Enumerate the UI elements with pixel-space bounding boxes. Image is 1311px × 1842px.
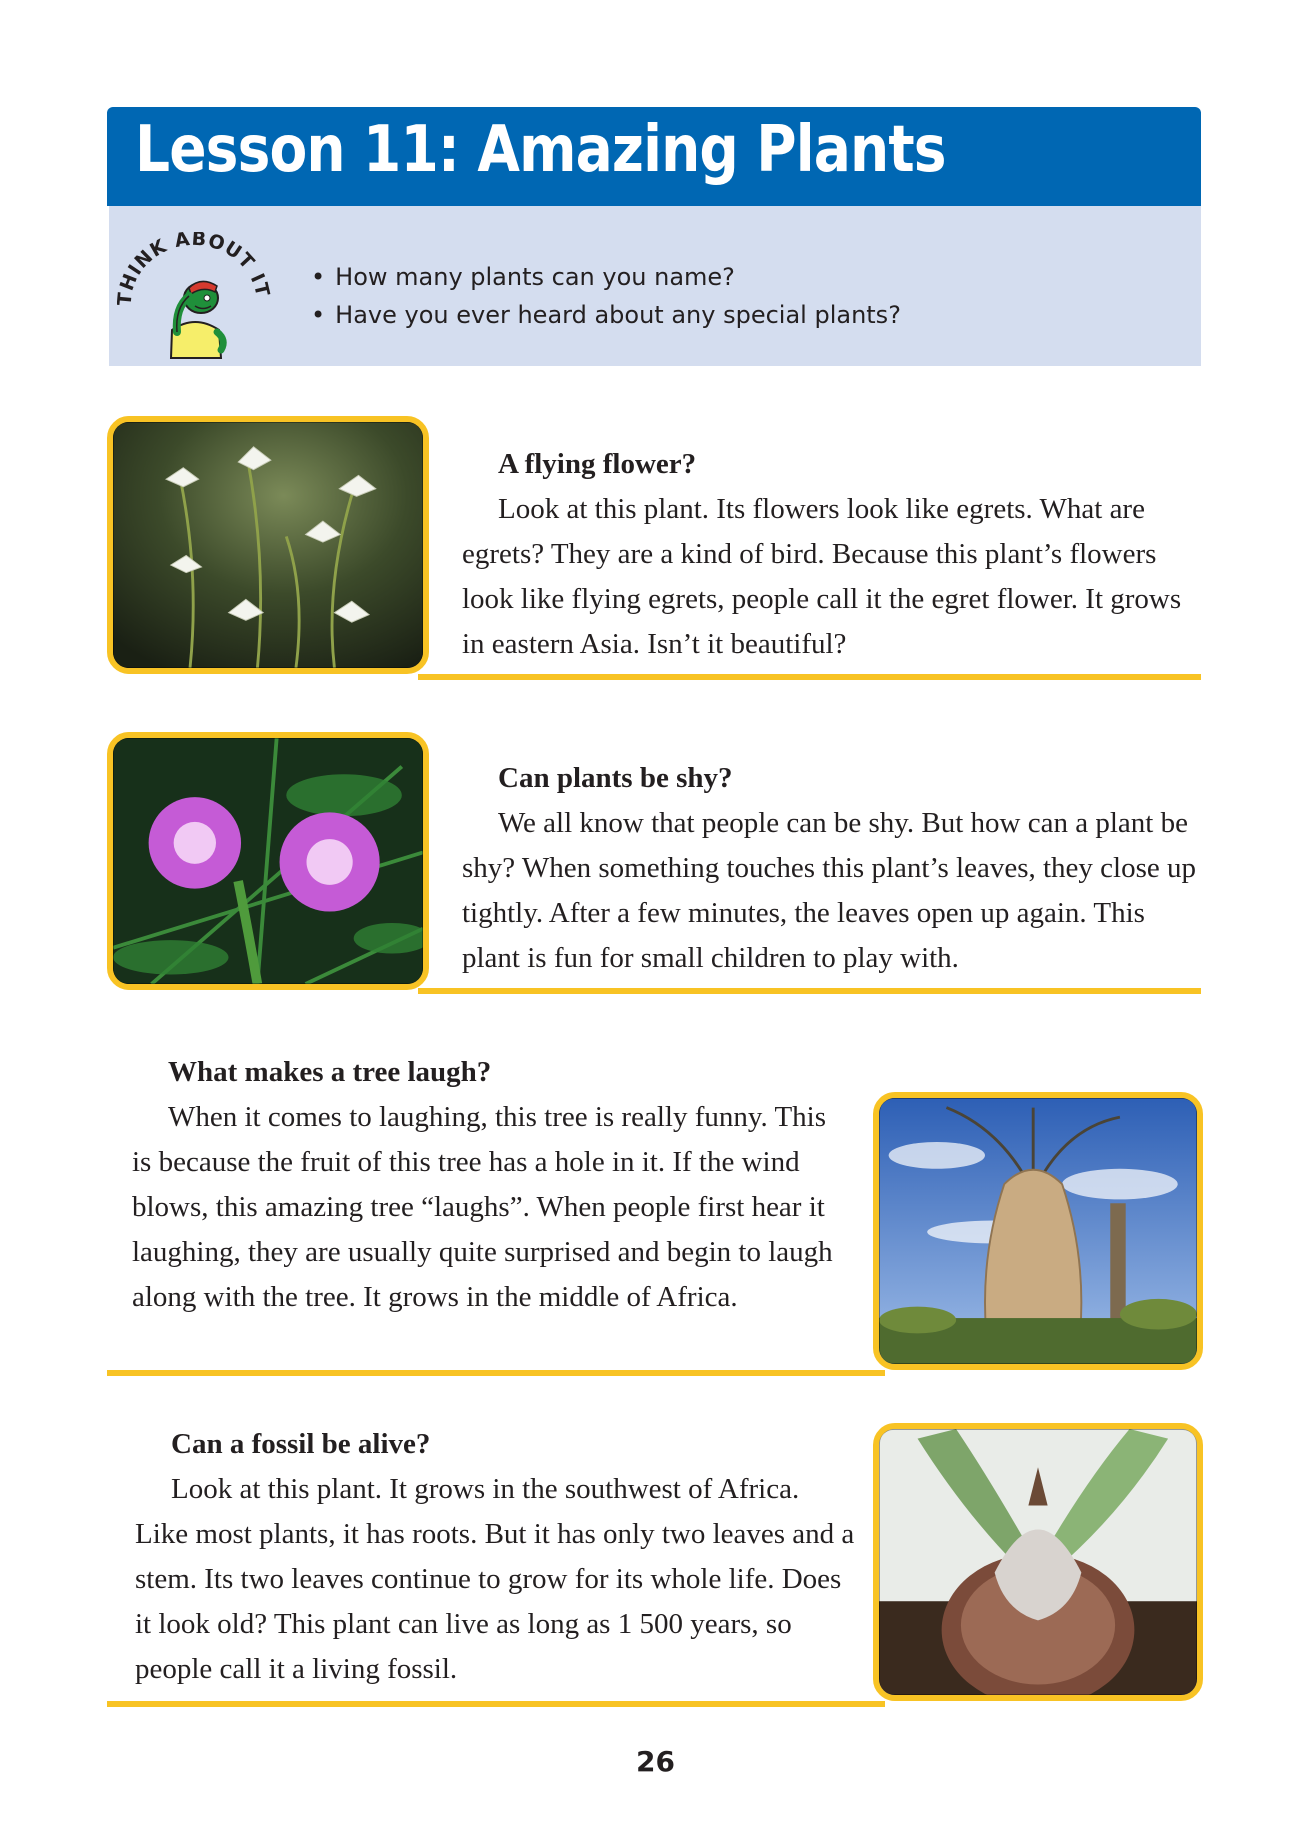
think-question: • Have you ever heard about any special plants? (311, 296, 901, 334)
shy-plant-image (113, 738, 423, 984)
section-heading: A flying flower? (498, 448, 697, 480)
think-questions-list (311, 258, 901, 334)
section-body: Look at this plant. Its flowers look like egrets. What are egrets? They are a kind of bird. Because this plant’s flowers look like flying egrets, people call it the egret flower. It grows in eastern Asia. Isn’t it beautiful? (462, 493, 1182, 660)
section-heading: What makes a tree laugh? (168, 1056, 492, 1088)
lesson-title: Lesson 11: Amazing Plants (135, 113, 946, 187)
living-fossil-image (879, 1429, 1197, 1695)
section-divider (107, 1701, 885, 1707)
section-heading: Can a fossil be alive? (171, 1428, 431, 1460)
egret-flower-photo (107, 416, 429, 674)
section-body: When it comes to laughing, this tree is really funny. This is because the fruit of this tree has a hole in it. If the wind blows, this amazing tree “laughs”. When people first hear it laughing, they are usually quite surprised and begin to laugh along with the tree. It grows in the middle of Africa. (132, 1101, 833, 1313)
egret-flower-image (113, 422, 423, 668)
laughing-tree-photo (873, 1092, 1203, 1370)
section-flying-flower (462, 442, 1192, 667)
think-about-it-badge (117, 232, 277, 362)
lesson-title-bar (107, 107, 1201, 206)
living-fossil-photo (873, 1423, 1203, 1701)
shy-plant-photo (107, 732, 429, 990)
section-living-fossil (135, 1422, 855, 1692)
section-heading: Can plants be shy? (498, 762, 733, 794)
think-question: • How many plants can you name? (311, 258, 901, 296)
page-number: 26 (636, 1745, 675, 1778)
think-about-it-label: HINK ABOUT IT (117, 232, 274, 300)
section-divider (107, 1370, 885, 1376)
think-about-it-panel (109, 206, 1201, 366)
section-body: Look at this plant. It grows in the southwest of Africa. Like most plants, it has roots. But it has only two leaves and a stem. Its two leaves continue to grow for its whole life. Does it look old? This plant can live as long as 1 500 years, so people call it a living fossil. (135, 1473, 855, 1685)
turtle-mascot-icon (117, 232, 277, 362)
section-laughing-tree (132, 1050, 852, 1320)
section-divider (418, 674, 1201, 680)
section-divider (418, 988, 1201, 994)
section-body: We all know that people can be shy. But how can a plant be shy? When something touches this plant’s leaves, they close up tightly. After a few minutes, the leaves open up again. This plant is fun for small children to play with. (462, 807, 1196, 974)
section-shy-plants (462, 756, 1202, 981)
laughing-tree-image (879, 1098, 1197, 1364)
